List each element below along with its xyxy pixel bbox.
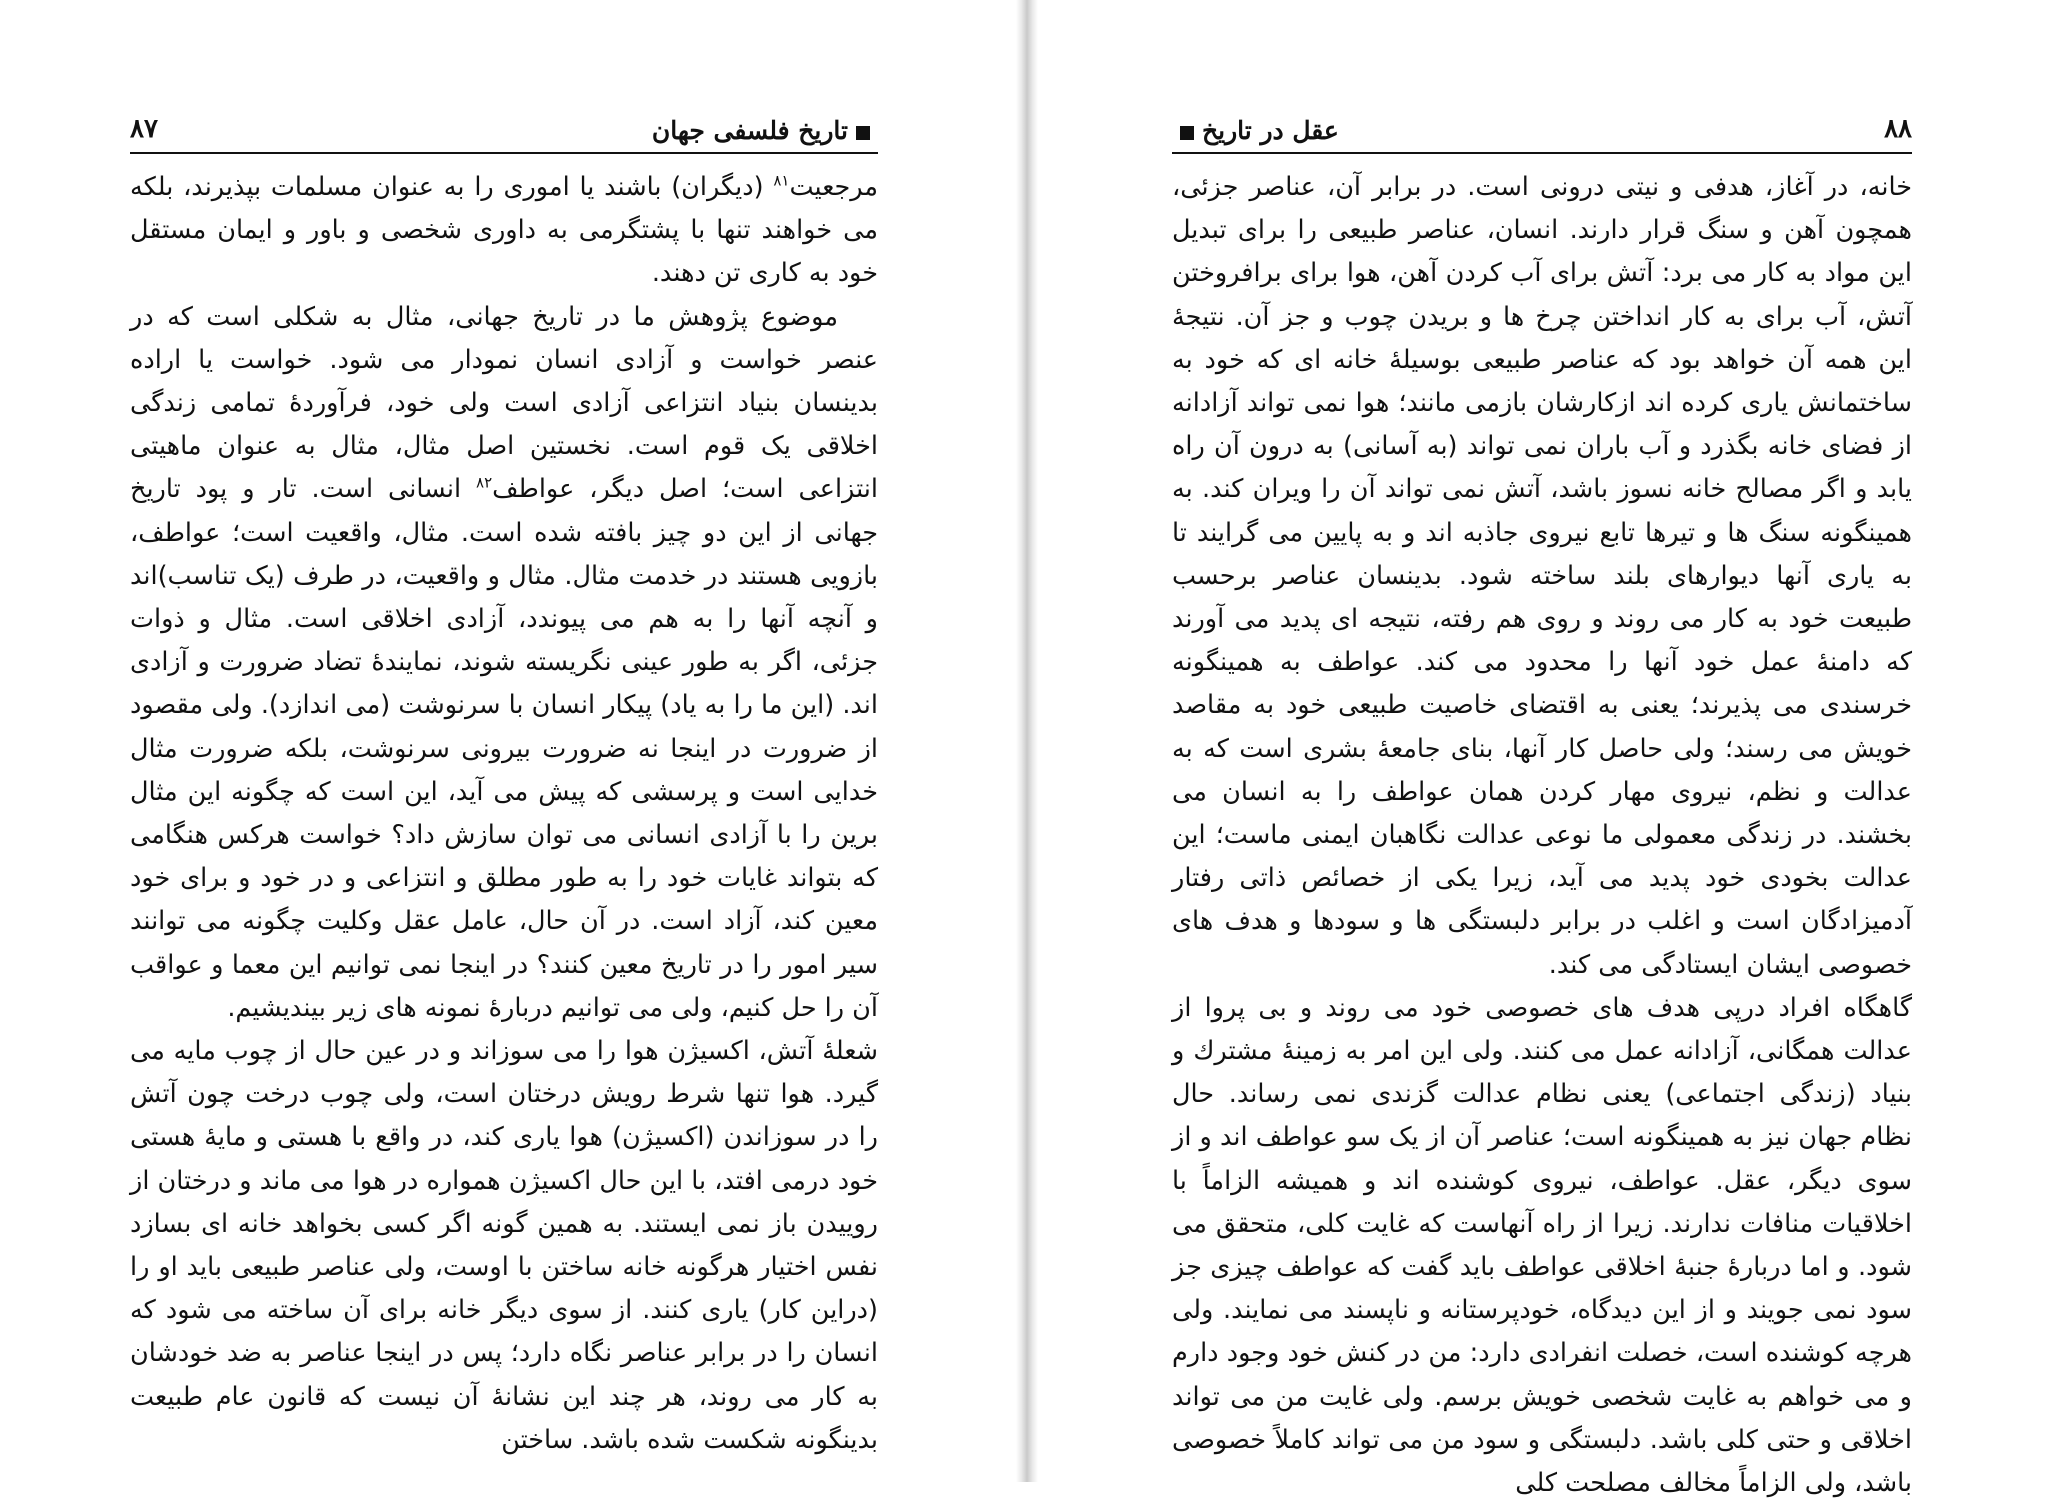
square-bullet-icon [856,126,870,140]
paragraph [130,166,878,296]
square-bullet-icon [1180,126,1194,140]
paragraph-text: مرجعیت [789,172,878,202]
paragraph-text: (دیگران) باشند یا اموری را به عنوان مسلمات بپذیرند، بلکه می خواهند تنها با پشتگرمی به داوری شخصی و باور و ایمان مستقل خود به کاری تن دهند. [130,172,878,289]
running-title-left-text: تاریخ فلسفی جهان [651,116,848,145]
right-page-header [1172,112,1912,154]
running-title-right [1172,116,1339,145]
paragraph-text: موضوع پژوهش ما در تاریخ جهانی، مثال به شکلی است که در عنصر خواست و آزادی انسان نمودار می شود. خواست یا اراده بدینسان بنیاد انتزاعی آزادی است ولی خود، فرآوردهٔ تمامی زندگی اخلاقی یک قوم است. نخستین اصل مثال، مثال به عنوان ماهیتی انتزاعی است؛ اصل دیگر، عواطف [130,301,878,505]
footnote-marker: ۸۲ [476,473,493,492]
left-page [0,0,1016,1482]
running-title-left [652,116,878,145]
running-title-right-text: عقل در تاریخ [1202,116,1339,145]
right-page [1038,0,2054,1499]
paragraph [130,296,878,1030]
paragraph-text: انسانی است. تار و پود تاریخ جهانی از این دو چیز بافته شده است. مثال، واقعیت است؛ عواطف، بازویی هستند در خدمت مثال. مثال و واقعیت، در طرف (یک تناسب)اند و آنچه آنها را به هم می پیوندد، آزادی اخلاقی است. مثال و ذوات جزئی، اگر به طور عینی نگریسته شوند، نمایندهٔ تضاد ضرورت و آزادی اند. (این ما را به یاد) پیکار انسان با سرنوشت (می اندازد). ولی مقصود از ضرورت در اینجا نه ضرورت بیرونی سرنوشت، بلکه ضرورت مثال خدایی است و پرسشی که پیش می آید، این است که چگونه این مثال برین را با آزادی انسانی می توان سازش داد؟ خواست هرکس هنگامی که بتواند غایات خود را به طور مطلق و انتزاعی و در خود و برای خود معین کند، آزاد است. در آن حال، عامل عقل وکلیت چگونه می توانند سیر امور را در تاریخ معین کنند؟ در اینجا نمی توانیم این معما و عواقب آن را حل کنیم، ولی می توانیم دربارهٔ نمونه های زیر بیندیشیم. [130,474,878,1023]
paragraph-text: شعلهٔ آتش، اکسیژن هوا را می سوزاند و در عین حال از چوب مایه می گیرد. هوا تنها شرط رویش درختان است، ولی چوب درخت چون آتش را در سوزاندن (اکسیژن) هوا یاری کند، در واقع با هستی و مایهٔ هستی خود درمی افتد، با این حال اکسیژن همواره در هوا می ماند و درختان از روییدن باز نمی ایستند. به همین گونه اگر کسی بخواهد خانه ای بسازد نفس اختیار هرگونه خانه ساختن با اوست، ولی عناصر طبیعی باید او را (دراین کار) یاری کنند. از سوی دیگر خانه برای آن ساخته می شود که انسان را در برابر عناصر نگاه دارد؛ پس در اینجا عناصر به ضد خودشان به کار می روند، هر چند این نشانهٔ آن نیست که قانون عام طبیعت بدینگونه شکست شده باشد. ساختن [130,1036,878,1455]
paragraph: گاهگاه افراد درپی هدف های خصوصی خود می روند و بی پروا از عدالت همگانی، آزادانه عمل می کنند. ولی این امر به زمینهٔ مشترك و بنیاد (زندگی اجتماعی) یعنی نظام عدالت گزندی نمی رساند. حال نظام جهان نیز به همینگونه است؛ عناصر آن از یک سو عواطف اند و از سوی دیگر، عقل. عواطف، نیروی کوشنده اند و همیشه الزاماً با اخلاقیات منافات ندارند. زیرا از راه آنهاست که غایت کلی، متحقق می شود. و اما دربارهٔ جنبهٔ اخلاقی عواطف باید گفت که عواطف چیزی جز سود نمی جویند و از این دیدگاه، خودپرستانه و ناپسند می نمایند. ولی هرچه کوشنده است، خصلت انفرادی دارد: من در کنش خود وجود دارم و می خواهم به غایت شخصی خویش برسم. ولی غایت من می تواند اخلاقی و حتی کلی باشد. دلبستگی و سود من می تواند کاملاً خصوصی باشد، ولی الزاماً مخالف مصلحت کلی [1172,992,1912,1499]
book-gutter [1016,0,1038,1482]
page-number-left: ۸۷ [130,114,158,144]
right-page-body [1172,166,1912,1505]
page-number-right: ۸۸ [1884,114,1912,144]
left-page-body [130,166,878,1462]
left-page-header [130,112,878,154]
footnote-marker: ۸۱ [773,171,790,190]
paragraph: خانه، در آغاز، هدفی و نیتی درونی است. در برابر آن، عناصر جزئی، همچون آهن و سنگ قرار دارند. انسان، عناصر طبیعی را برای تبدیل این مواد به کار می برد: آتش برای آب کردن آهن، هوا برای برافروختن آتش، آب برای به کار انداختن چرخ ها و بریدن چوب و جز آن. نتیجهٔ این همه آن خواهد بود که عناصر طبیعی بوسیلهٔ خانه ای که خود به ساختمانش یاری کرده اند ازکارشان بازمی مانند؛ هوا نمی تواند آزادانه از فضای خانه بگذرد و آب باران نمی تواند (به آسانی) به درون آن راه یابد و اگر مصالح خانه نسوز باشد، آتش نمی تواند آن را ویران کند. به همینگونه سنگ ها و تیرها تابع نیروی جاذبه اند و به پایین می گرایند تا به یاری آنها دیوارهای بلند ساخته شود. بدینسان عناصر برحسب طبیعت خود به کار می روند و روی هم رفته، نتیجه ای پدید می آورند که دامنهٔ عمل خود آنها را محدود می کند. عواطف به همینگونه خرسندی می پذیرند؛ یعنی به اقتضای خاصیت طبیعی خود به مقاصد خویش می رسند؛ ولی حاصل کار آنها، بنای جامعهٔ بشری است که به عدالت و نظم، نیروی مهار کردن همان عواطف را به انسان می بخشند. در زندگی معمولی ما نوعی عدالت نگاهبان ایمنی ماست؛ این عدالت بخودی خود پدید می آید، زیرا یکی از خصائص ذاتی رفتار آدمیزادگان است و اغلب در برابر دلبستگی ها و سودها و هدف های خصوصی ایشان ایستادگی می کند. [1172,172,1912,980]
paragraph [130,1030,878,1462]
